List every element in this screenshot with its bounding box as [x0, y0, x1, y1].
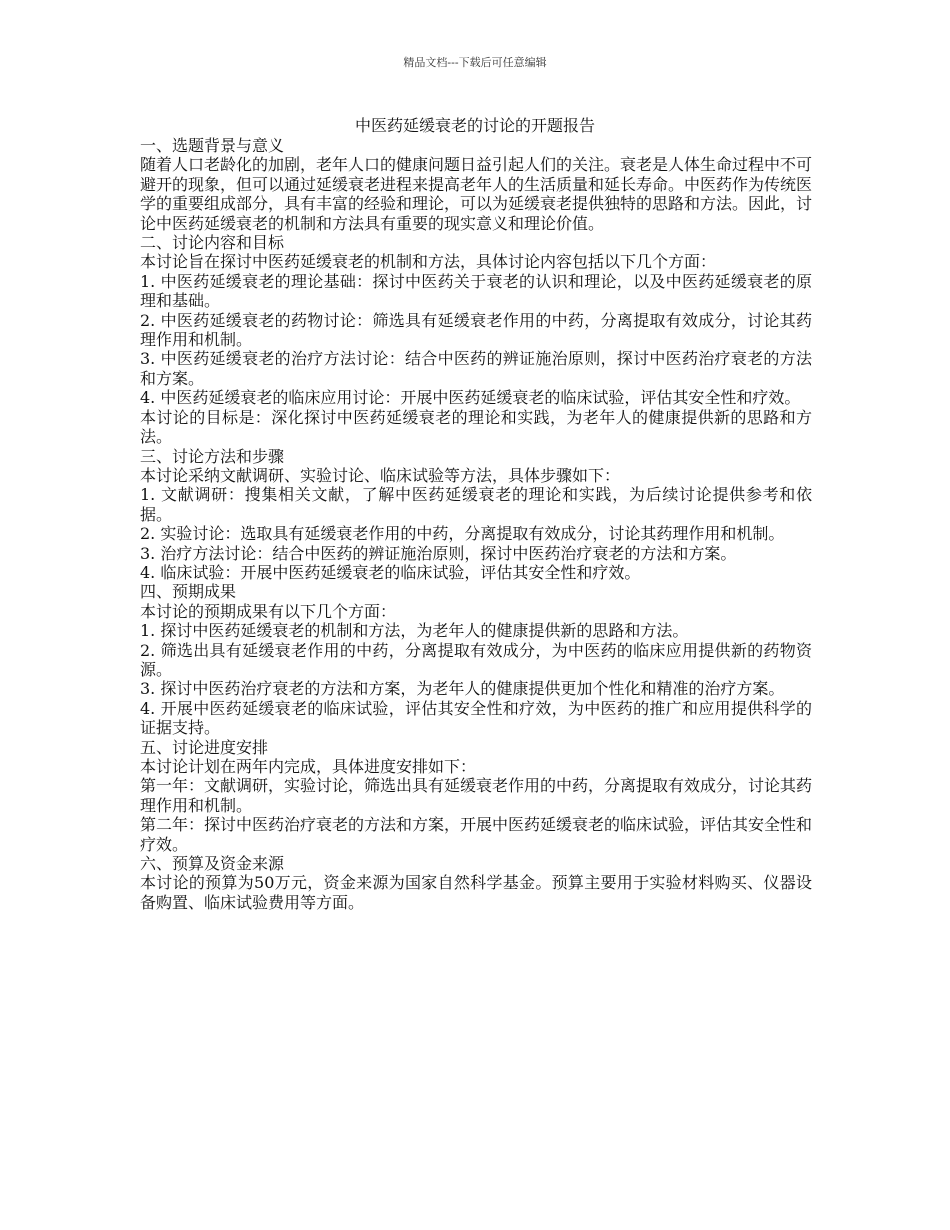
list-item: 1. 文献调研：搜集相关文献，了解中医药延缓衰老的理论和实践，为后续讨论提供参考和依据。 [140, 485, 812, 524]
list-item: 2. 中医药延缓衰老的药物讨论：筛选具有延缓衰老作用的中药，分离提取有效成分，讨论其药理作用和机制。 [140, 310, 812, 350]
paragraph: 本讨论采纳文献调研、实验讨论、临床试验等方法，具体步骤如下： [140, 465, 621, 485]
list-item: 3. 中医药延缓衰老的治疗方法讨论：结合中医药的辨证施治原则，探讨中医药治疗衰老的方法和方案。 [140, 349, 812, 388]
list-item: 第二年：探讨中医药治疗衰老的方法和方案，开展中医药延缓衰老的临床试验，评估其安全性和疗效。 [140, 815, 813, 854]
section-heading: 三、讨论方法和步骤 [140, 446, 285, 466]
document-body [140, 136, 812, 912]
document-title: 中医药延缓衰老的讨论的开题报告 [354, 116, 595, 135]
section-heading: 六、预算及资金来源 [140, 854, 285, 874]
list-item: 3. 治疗方法讨论：结合中医药的辨证施治原则，探讨中医药治疗衰老的方法和方案。 [140, 543, 737, 563]
list-item: 4. 临床试验：开展中医药延缓衰老的临床试验，评估其安全性和疗效。 [140, 562, 641, 582]
list-item: 1. 探讨中医药延缓衰老的机制和方法，为老年人的健康提供新的思路和方法。 [140, 621, 689, 641]
section-heading: 二、讨论内容和目标 [140, 233, 285, 253]
paragraph: 本讨论的目标是：深化探讨中医药延缓衰老的理论和实践，为老年人的健康提供新的思路和方法。 [140, 407, 812, 447]
paragraph: 本讨论旨在探讨中医药延缓衰老的机制和方法，具体讨论内容包括以下几个方面： [140, 252, 717, 272]
list-item: 1. 中医药延缓衰老的理论基础：探讨中医药关于衰老的认识和理论，以及中医药延缓衰老的原理和基础。 [140, 271, 812, 311]
paragraph: 本讨论的预期成果有以下几个方面： [140, 601, 397, 621]
list-item: 4. 开展中医药延缓衰老的临床试验，评估其安全性和疗效，为中医药的推广和应用提供科学的证据支持。 [140, 698, 812, 738]
section-heading: 四、预期成果 [140, 582, 237, 602]
section-heading: 五、讨论进度安排 [140, 737, 269, 757]
list-item: 3. 探讨中医药治疗衰老的方法和方案，为老年人的健康提供更加个性化和精准的治疗方案。 [140, 679, 785, 699]
section-heading: 一、选题背景与意义 [140, 136, 285, 155]
list-item: 2. 实验讨论：选取具有延缓衰老作用的中药，分离提取有效成分，讨论其药理作用和机制。 [140, 524, 785, 544]
list-item: 4. 中医药延缓衰老的临床应用讨论：开展中医药延缓衰老的临床试验，评估其安全性和疗效。 [140, 388, 801, 408]
paragraph: 本讨论的预算为50万元，资金来源为国家自然科学基金。预算主要用于实验材料购买、仪器设备购置、临床试验费用等方面。 [140, 873, 812, 912]
list-item: 2. 筛选出具有延缓衰老作用的中药，分离提取有效成分，为中医药的临床应用提供新的药物资源。 [140, 640, 812, 679]
list-item: 第一年：文献调研，实验讨论，筛选出具有延缓衰老作用的中药，分离提取有效成分，讨论其药理作用和机制。 [140, 776, 813, 815]
header-watermark: 精品文档---下载后可任意编辑 [403, 56, 547, 69]
paragraph: 随着人口老龄化的加剧，老年人口的健康问题日益引起人们的关注。衰老是人体生命过程中不可避开的现象，但可以通过延缓衰老进程来提高老年人的生活质量和延长寿命。中医药作为传统医学的重要组成部分，具有丰富的经验和理论，可以为延缓衰老提供独特的思路和方法。因此，讨论中医药延缓衰老的机制和方法具有重要的现实意义和理论价值。 [140, 155, 813, 233]
paragraph: 本讨论计划在两年内完成，具体进度安排如下： [140, 757, 477, 776]
